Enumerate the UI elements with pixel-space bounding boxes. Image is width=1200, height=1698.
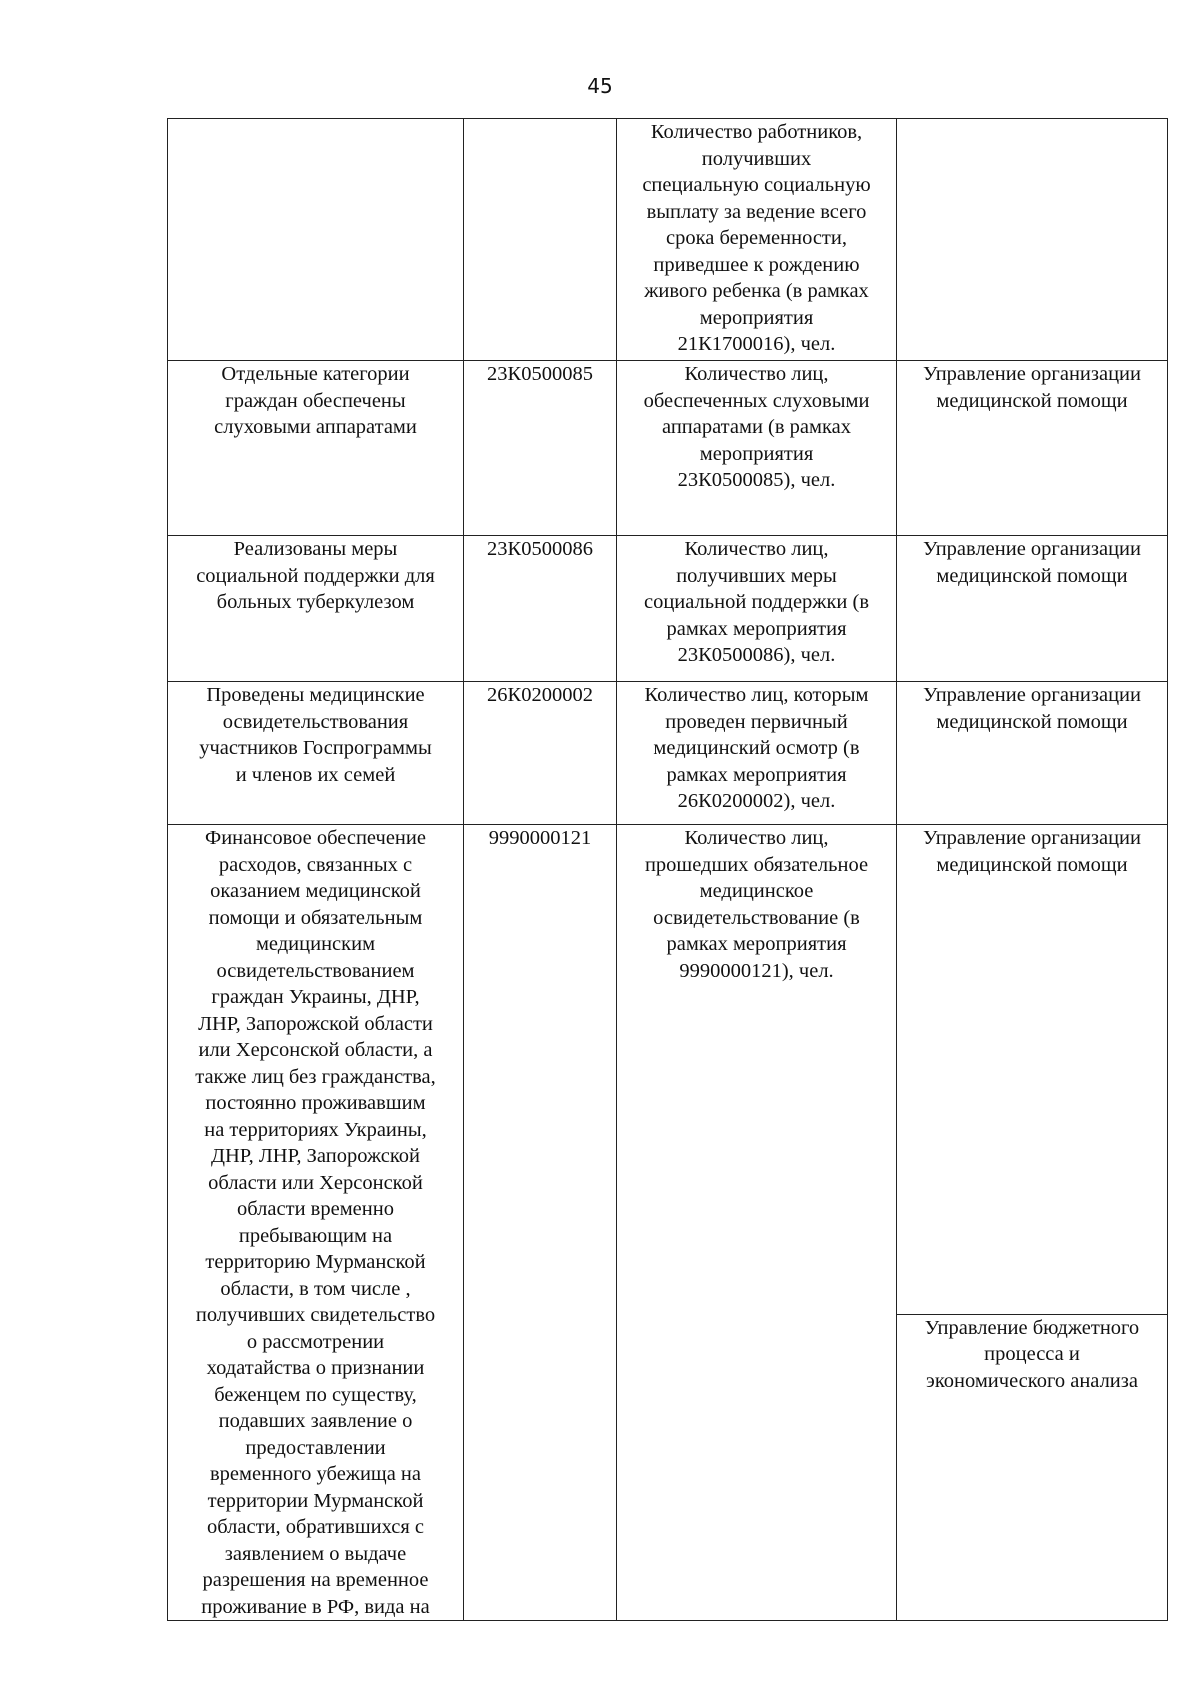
code-cell: 9990000121 [464,825,617,1621]
code-cell [464,119,617,361]
code-cell: 26К0200002 [464,682,617,825]
result-cell: Отдельные категории граждан обеспечены слуховыми аппаратами [168,361,464,536]
result-cell: Проведены медицинские освидетельствования участников Госпрограммы и членов их семей [168,682,464,825]
department-cell: Управление организации медицинской помощи [897,825,1168,1315]
department-cell: Управление организации медицинской помощи [897,536,1168,682]
indicators-table [167,118,1168,1621]
table-row [168,536,1168,682]
indicator-cell: Количество лиц, прошедших обязательное медицинское освидетельствование (в рамках мероприятия 9990000121), чел. [617,825,897,1621]
department-cell-extra: Управление бюджетного процесса и экономического анализа [897,1314,1168,1620]
result-cell [168,119,464,361]
result-cell: Финансовое обеспечение расходов, связанных с оказанием медицинской помощи и обязательным медицинским освидетельствованием граждан Украины, ДНР, ЛНР, Запорожской области или Херсонской области, а также лиц без гражданства, постоянно проживавшим на территориях Украины, ДНР, ЛНР, Запорожской области или Херсонской области временно пребывающим на территорию Мурманской области, в том числе , получивших свидетельство о рассмотрении ходатайства о признании беженцем по существу, подавших заявление о предоставлении временного убежища на территории Мурманской области, обратившихся с заявлением о выдаче разрешения на временное проживание в РФ, вида на [168,825,464,1621]
table-row [168,682,1168,825]
code-cell: 23К0500086 [464,536,617,682]
indicator-cell: Количество лиц, которым проведен первичный медицинский осмотр (в рамках мероприятия 26К0200002), чел. [617,682,897,825]
indicator-cell: Количество работников, получивших специальную социальную выплату за ведение всего срока беременности, приведшее к рождению живого ребенка (в рамках мероприятия 21К1700016), чел. [617,119,897,361]
table-row [168,119,1168,361]
department-cell [897,119,1168,361]
indicator-cell: Количество лиц, получивших меры социальной поддержки (в рамках мероприятия 23К0500086), чел. [617,536,897,682]
page-number: 45 [587,74,613,98]
table-row [168,825,1168,1315]
result-cell: Реализованы меры социальной поддержки для больных туберкулезом [168,536,464,682]
department-cell: Управление организации медицинской помощи [897,682,1168,825]
indicator-cell: Количество лиц, обеспеченных слуховыми аппаратами (в рамках мероприятия 23К0500085), чел. [617,361,897,536]
code-cell: 23К0500085 [464,361,617,536]
department-cell: Управление организации медицинской помощи [897,361,1168,536]
table-row [168,361,1168,536]
